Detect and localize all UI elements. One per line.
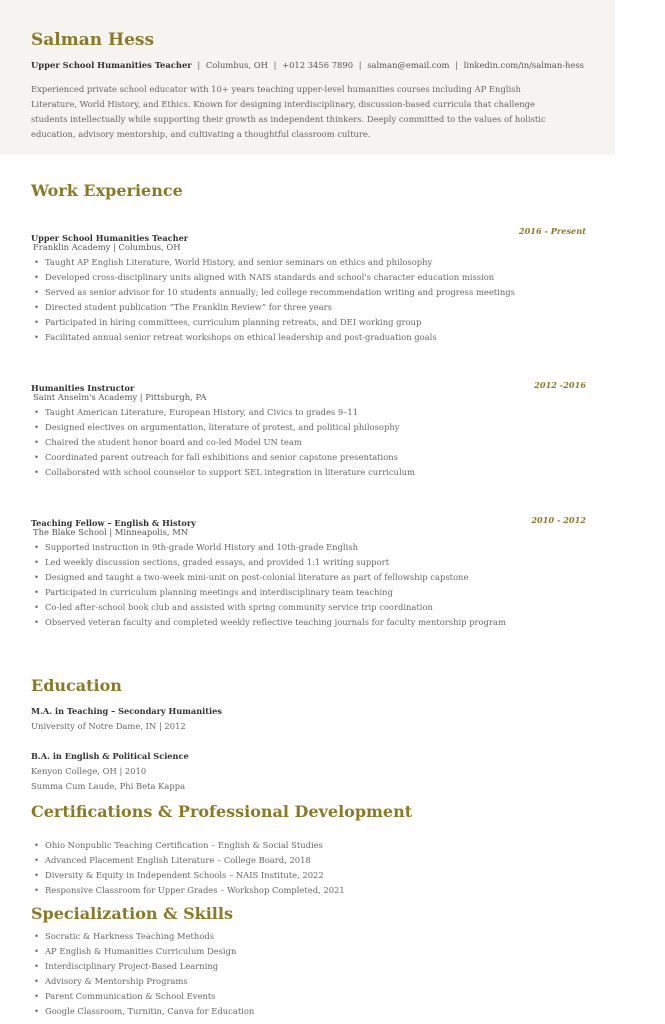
- job-header: [31, 376, 586, 393]
- separator: |: [455, 60, 458, 70]
- list-item: • Advanced Placement English Literature – College Board, 2018: [31, 853, 345, 868]
- separator: |: [358, 60, 362, 70]
- job-title: Humanities Instructor: [31, 383, 135, 393]
- job-bullets: [31, 405, 586, 480]
- phone: +012 3456 7890: [282, 60, 354, 70]
- list-item: • Coordinated parent outreach for fall exhibitions and senior capstone presentations: [31, 450, 586, 465]
- list-item: • Participated in hiring committees, curriculum planning retreats, and DEI working group: [31, 315, 586, 330]
- honors: Summa Cum Laude, Phi Beta Kappa: [31, 781, 186, 791]
- list-item: • Parent Communication & School Events: [31, 989, 254, 1004]
- list-item: • Advisory & Mentorship Programs: [31, 974, 254, 989]
- job-header: [31, 226, 586, 243]
- list-item: • Directed student publication “The Franklin Review” for three years: [31, 300, 586, 315]
- job-dates: 2012 -2016: [534, 380, 586, 390]
- education-heading: Education: [31, 676, 122, 695]
- degree: B.A. in English & Political Science: [31, 751, 189, 761]
- separator: |: [273, 60, 277, 70]
- list-item: • Supported instruction in 9th-grade World History and 10th-grade English: [31, 540, 586, 555]
- certifications-heading: Certifications & Professional Development: [31, 802, 413, 821]
- list-item: • Socratic & Harkness Teaching Methods: [31, 929, 254, 944]
- list-item: • Taught AP English Literature, World History, and senior seminars on ethics and philosophy: [31, 255, 586, 270]
- job-header: [31, 511, 586, 528]
- list-item: • Led weekly discussion sections, graded essays, and provided 1:1 writing support: [31, 555, 586, 570]
- list-item: • Participated in curriculum planning meetings and interdisciplinary team teaching: [31, 585, 586, 600]
- skills-heading: Specialization & Skills: [31, 904, 233, 923]
- separator: |: [197, 60, 201, 70]
- list-item: • Designed electives on argumentation, literature of protest, and political philosophy: [31, 420, 586, 435]
- list-item: • Facilitated annual senior retreat workshops on ethical leadership and post-graduation goals: [31, 330, 586, 345]
- job-organization: Franklin Academy | Columbus, OH: [33, 242, 181, 252]
- job-organization: Saint Anselm's Academy | Pittsburgh, PA: [33, 392, 207, 402]
- location: Columbus, OH: [205, 60, 268, 70]
- job-dates: 2016 - Present: [518, 226, 586, 236]
- candidate-name: Salman Hess: [31, 30, 155, 50]
- degree: M.A. in Teaching – Secondary Humanities: [31, 706, 222, 716]
- school: Kenyon College, OH | 2010: [31, 766, 147, 776]
- job-entry: [31, 226, 586, 345]
- list-item: • Co-led after-school book club and assisted with spring community service trip coordination: [31, 600, 586, 615]
- skills-list: [31, 929, 254, 1019]
- list-item: • Designed and taught a two-week mini-unit on post-colonial literature as part of fellowship capstone: [31, 570, 586, 585]
- job-title: Upper School Humanities Teacher: [31, 233, 189, 243]
- list-item: • Chaired the student honor board and co-led Model UN team: [31, 435, 586, 450]
- education-entry: [31, 749, 189, 794]
- resume-header: [0, 0, 615, 155]
- list-item: • Developed cross-disciplinary units aligned with NAIS standards and school's character education mission: [31, 270, 586, 285]
- list-item: • AP English & Humanities Curriculum Design: [31, 944, 254, 959]
- school: University of Notre Dame, IN | 2012: [31, 721, 186, 731]
- list-item: • Interdisciplinary Project-Based Learning: [31, 959, 254, 974]
- job-entry: [31, 511, 586, 630]
- list-item: • Diversity & Equity in Independent Schools – NAIS Institute, 2022: [31, 868, 345, 883]
- summary: Experienced private school educator with 10+ years teaching upper-level humanities courses including AP English Literature, World History, and Ethics. Known for designing interdisciplinary, discussion-based curricula that challenge students intellectually while supporting their growth as independent thinkers. Deeply committed to the values of holistic education, advisory mentorship, and cultivating a thoughtful classroom culture.: [31, 84, 546, 139]
- work-experience-heading: Work Experience: [31, 181, 183, 200]
- job-bullets: [31, 255, 586, 345]
- list-item: • Google Classroom, Turnitin, Canva for Education: [31, 1004, 254, 1019]
- contact-line: [31, 60, 584, 70]
- job-organization: The Blake School | Minneapolis, MN: [33, 527, 189, 537]
- linkedin: linkedin.com/in/salman-hess: [463, 60, 584, 70]
- list-item: • Ohio Nonpublic Teaching Certification – English & Social Studies: [31, 838, 345, 853]
- list-item: • Collaborated with school counselor to support SEL integration in literature curriculum: [31, 465, 586, 480]
- job-title: Teaching Fellow – English & History: [31, 518, 196, 528]
- list-item: • Taught American Literature, European History, and Civics to grades 9–11: [31, 405, 586, 420]
- job-bullets: [31, 540, 586, 630]
- job-title: Upper School Humanities Teacher: [31, 60, 192, 70]
- job-dates: 2010 - 2012: [531, 515, 586, 525]
- list-item: • Served as senior advisor for 10 students annually; led college recommendation writing and progress meetings: [31, 285, 586, 300]
- certifications-list: [31, 838, 345, 898]
- list-item: • Responsive Classroom for Upper Grades – Workshop Completed, 2021: [31, 883, 345, 898]
- education-entry: [31, 704, 222, 734]
- list-item: • Observed veteran faculty and completed weekly reflective teaching journals for faculty mentorship program: [31, 615, 586, 630]
- email: salman@email.com: [367, 60, 450, 70]
- job-entry: [31, 376, 586, 480]
